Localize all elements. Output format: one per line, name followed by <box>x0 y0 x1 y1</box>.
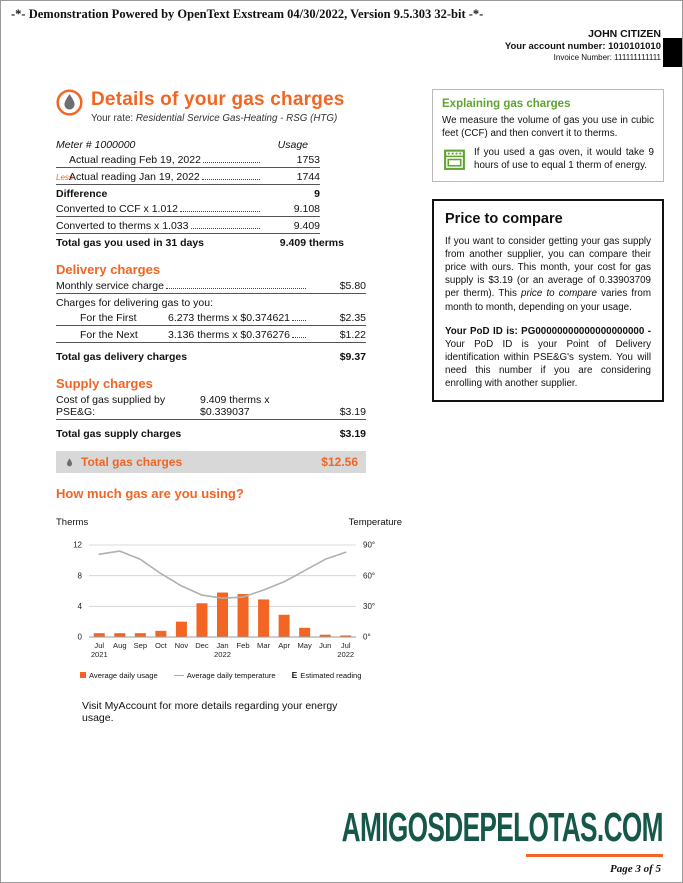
rate-line <box>91 113 345 124</box>
line-swatch-icon <box>174 675 184 676</box>
svg-text:2022: 2022 <box>337 650 355 659</box>
dotted-leader <box>292 320 306 321</box>
svg-text:0: 0 <box>77 632 82 642</box>
legend-usage: Average daily usage <box>80 671 158 680</box>
explain-box-body: We measure the volume of gas you use in cubic feet (CCF) and then convert it to therms. <box>442 115 654 139</box>
usage-column-header: Usage <box>277 139 308 151</box>
page-number: Page 3 of 5 <box>609 863 661 875</box>
converted-therms-row: Converted to therms x 1.033 9.409 <box>56 220 320 232</box>
total-delivery-row: Total gas delivery charges $9.37 <box>56 351 366 363</box>
chart-legend <box>80 670 402 680</box>
supply-charges-heading: Supply charges <box>56 376 153 391</box>
svg-text:60°: 60° <box>363 571 376 581</box>
gas-charges-column <box>56 89 402 724</box>
usage-bar-chart <box>56 538 402 664</box>
section-title-row <box>56 89 366 124</box>
estimated-e-mark: E <box>291 670 298 680</box>
price-to-compare-box <box>432 199 664 402</box>
svg-text:Sep: Sep <box>133 641 148 650</box>
svg-text:12: 12 <box>73 540 82 550</box>
monthly-service-row: Monthly service charge $5.80 <box>56 280 366 292</box>
right-axis-title: Temperature <box>348 517 402 528</box>
svg-text:Nov: Nov <box>174 641 189 650</box>
svg-text:4: 4 <box>77 602 82 612</box>
price-box-title: Price to compare <box>445 210 563 227</box>
tier-next-row: For the Next 3.136 therms x $0.376276 $1.22 <box>56 329 366 343</box>
chart-axis-titles <box>56 517 402 528</box>
svg-text:Mar: Mar <box>257 641 271 650</box>
dotted-leader <box>202 179 260 180</box>
account-block <box>505 28 661 62</box>
reading-row-previous: Less Actual reading Jan 19, 2022 1744 <box>56 171 320 183</box>
customer-name: JOHN CITIZEN <box>588 28 661 40</box>
account-number: Your account number: 1010101010 <box>504 41 661 52</box>
svg-text:8: 8 <box>77 571 82 581</box>
edge-marker-tab <box>663 38 682 67</box>
mini-drop-icon <box>64 456 75 469</box>
footer-rule <box>526 854 663 857</box>
legend-temperature: Average daily temperature <box>174 671 276 680</box>
gas-drop-icon <box>56 89 83 116</box>
brand-watermark: AMIGOSDEPELOTAS.COM <box>341 804 663 850</box>
explaining-gas-charges-box <box>432 89 664 182</box>
total-usage-row: Total gas you used in 31 days 9.409 therms <box>56 237 344 249</box>
total-gas-charges-label: Total gas charges <box>81 455 183 469</box>
tier-first-row: For the First 6.273 therms x $0.374621 $2.35 <box>56 312 366 326</box>
svg-text:Dec: Dec <box>195 641 209 650</box>
supply-cost-row: Cost of gas supplied by PSE&G: 9.409 therms x $0.339037 $3.19 <box>56 394 366 418</box>
dotted-leader <box>292 337 306 338</box>
total-supply-row: Total gas supply charges $3.19 <box>56 428 366 440</box>
price-box-body: If you want to consider getting your gas supply from another supplier, you can compare their price with ours. This month, your cost for gas supply is $3.19 (or an average of 0.33903709 per therm). This price to compare varies from month to month, depending on your usage. <box>445 235 651 313</box>
svg-text:Jan: Jan <box>216 641 229 650</box>
meter-number: Meter # 1000000 <box>56 139 136 151</box>
total-gas-charges-value: $12.56 <box>321 455 358 469</box>
dotted-leader <box>180 211 260 212</box>
pod-id-paragraph: Your PoD ID is: PG00000000000000000000 - Your PoD ID is your Point of Delivery identification within PSE&G's system. You will need this number if you are considering enrolling with another supplier. <box>445 325 651 390</box>
usage-heading: How much gas are you using? <box>56 486 244 501</box>
supply-detail: 9.409 therms x $0.339037 <box>200 394 270 418</box>
explain-box-title: Explaining gas charges <box>442 98 571 110</box>
svg-text:Jun: Jun <box>319 641 332 650</box>
svg-text:90°: 90° <box>363 540 376 550</box>
dotted-leader <box>166 288 306 289</box>
invoice-number: Invoice Number: 111111111111 <box>553 53 661 62</box>
left-axis-title: Therms <box>56 517 89 528</box>
tier-detail: 6.273 therms x $0.374621 <box>168 312 291 324</box>
legend-estimated: E Estimated reading <box>291 670 362 680</box>
reading-row-current: Actual reading Feb 19, 2022 1753 <box>56 154 320 168</box>
svg-text:Apr: Apr <box>278 641 291 650</box>
converted-ccf-row: Converted to CCF x 1.012 9.108 <box>56 203 320 215</box>
charges-intro-row: Charges for delivering gas to you: <box>56 297 214 309</box>
svg-text:2022: 2022 <box>214 650 231 659</box>
svg-text:May: May <box>297 641 312 650</box>
dotted-leader <box>203 162 260 163</box>
difference-row: Difference 9 <box>56 188 320 200</box>
pod-id-value: Your PoD ID is: PG00000000000000000000 - <box>445 325 651 337</box>
svg-text:Oct: Oct <box>154 641 167 650</box>
svg-text:30°: 30° <box>363 602 376 612</box>
rate-value: Residential Service Gas-Heating - RSG (HTG) <box>135 113 338 124</box>
svg-text:Aug: Aug <box>113 641 127 650</box>
svg-text:Jul: Jul <box>340 641 351 650</box>
meter-usage-header <box>56 139 366 151</box>
tier-detail: 3.136 therms x $0.376276 <box>168 329 291 341</box>
oven-note-text: If you used a gas oven, it would take 9 hours of use to equal 1 therm of energy. <box>474 147 654 172</box>
svg-text:2021: 2021 <box>90 650 108 659</box>
rate-prefix: Your rate: <box>91 113 136 124</box>
gas-oven-icon <box>442 147 467 172</box>
dotted-leader <box>191 228 261 229</box>
myaccount-note: Visit MyAccount for more details regarding your energy usage. <box>82 700 338 724</box>
less-label: Less <box>56 173 73 182</box>
svg-text:Feb: Feb <box>236 641 250 650</box>
svg-text:Jul: Jul <box>94 641 105 650</box>
oven-note-row <box>442 147 654 172</box>
page-title: Details of your gas charges <box>91 89 345 110</box>
svg-text:0°: 0° <box>363 632 371 642</box>
bar-swatch-icon <box>80 672 86 678</box>
total-gas-charges-bar <box>56 451 366 473</box>
sidebar-column <box>432 89 664 402</box>
usage-chart-block <box>56 517 402 680</box>
delivery-charges-heading: Delivery charges <box>56 262 161 277</box>
demo-header: -*- Demonstration Powered by OpenText Exstream 04/30/2022, Version 9.5.303 32-bit -*- <box>11 7 484 21</box>
